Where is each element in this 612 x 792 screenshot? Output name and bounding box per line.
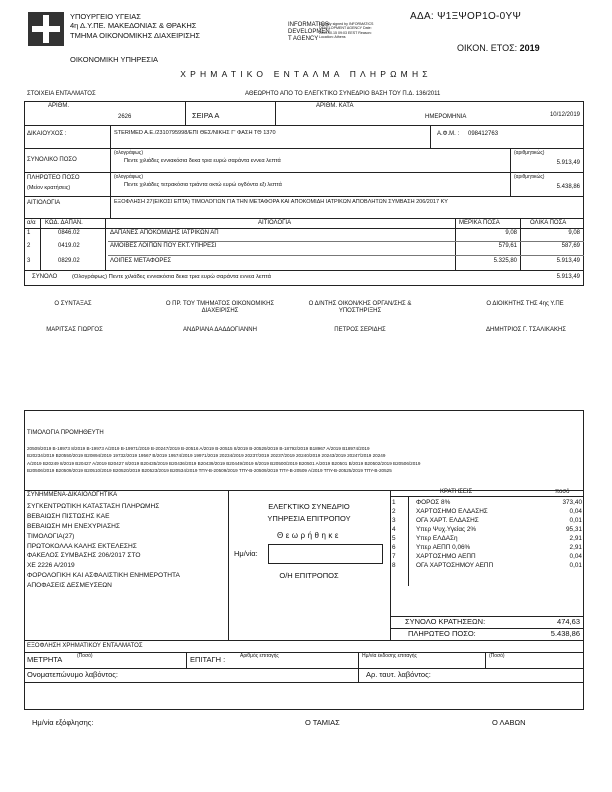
ministry-line: 4η Δ.Υ.ΠΕ. ΜΑΚΕΔΟΝΙΑΣ & ΘΡΑΚΗΣ (70, 21, 197, 31)
audit-signer: Ο/Η ΕΠΙΤΡΟΠΟΣ (279, 571, 339, 580)
list-item: ΒΕΒΑΙΩΣΗ ΠΙΣΤΩΣΗΣ ΚΑΕ (27, 512, 110, 520)
check-number-label: Αριθμός επιταγής (240, 653, 279, 659)
pay-sub-label: (Μείον κρατήσεις) (27, 185, 71, 191)
invoices-list (27, 445, 582, 474)
withholdings-total-label: ΣΥΝΟΛΟ ΚΡΑΤΗΣΕΩΝ: (405, 617, 486, 626)
settle-date-label: Ημ/νία εξόφλησης: (32, 718, 94, 727)
col-header-total: ΟΛΙΚΑ ΠΟΣΑ (530, 220, 567, 226)
list-item: 8 ΟΓΑ ΧΑΡΤΟΣΗΜΟΥ ΑΕΠΠ 0,01 (392, 561, 582, 569)
pay-num-label: (αριθμητικώς) (514, 174, 545, 180)
withholdings-list (392, 499, 582, 571)
arith-label: ΑΡΙΘΜ. (48, 103, 70, 109)
audit-date-field[interactable] (268, 544, 383, 564)
arith-value: 2626 (118, 114, 132, 120)
invoice-line: 20509/2019 Β-18973 8/2019 Β-19973 Α/2019 Β-19971/2019 Β-20247/2019 Β-20516 Α/2019 Β-20515 8/2019 Β-20529/2019 Β-18792/2019 Β18967 Α/2019 Β18974/2019 (27, 446, 370, 451)
col-header-partial: ΜΕΡΙΚΑ ΠΟΣΑ (459, 220, 500, 226)
list-item: ΦΟΡΟΛΟΓΙΚΗ ΚΑΙ ΑΣΦΑΛΙΣΤΙΚΗ ΕΝΗΜΕΡΟΤΗΤΑ (27, 572, 180, 580)
dikaiouxos-value: STERIMED A.E./2310795998/ΕΠΙ ΘΕΣ/ΝΙΚΗΣ Γ' ΦΑΣΗ ΤΘ 1370 (114, 130, 276, 136)
list-item: ΒΕΒΑΙΩΣΗ ΜΗ ΕΝΕΧΥΡΙΑΣΗΣ (27, 522, 121, 530)
date-label: ΗΜΕΡΟΜΗΝΙΑ (425, 114, 467, 120)
list-item: 7 ΧΑΡΤΟΣΗΜΟ ΑΕΠΠ 0,04 (392, 552, 582, 560)
row-desc: ΑΜΟΙΒΕΣ ΛΟΙΠΩΝ ΠΟΥ ΕΚΤ.ΥΠΗΡΕΣΙ (110, 243, 217, 249)
pay-words: Πεντε χιλιάδες τετρακόσια τριάντα οκτώ ευρώ ογδόντα εξι λεπτά (124, 182, 282, 188)
sum-label: ΣΥΝΟΛΟ (32, 274, 58, 280)
agency-line: T AGENCY (288, 36, 319, 43)
receiver-label: Ο ΛΑΒΩΝ (492, 718, 526, 727)
sum-value: 5.913,49 (556, 274, 580, 280)
signer-name: ΑΝΔΡΙΑΝΑ ΔΑΔΔΟΓΙΑΝΝΗ (183, 327, 257, 333)
pay-value: 5.438,86 (556, 184, 580, 190)
fiscal-year-value: 2019 (519, 43, 540, 53)
row-number: 2 (27, 243, 31, 249)
col-header-code: ΚΩΔ. ΔΑΠΑΝ. (45, 220, 83, 226)
cash-label: ΜΕΤΡΗΤΑ (27, 655, 63, 664)
cashier-label: Ο ΤΑΜΙΑΣ (305, 718, 340, 727)
row-desc: ΔΑΠΑΝΕΣ ΑΠΟΚΟΜΙΔΗΣ ΙΑΤΡΙΚΩΝ ΑΠ (110, 230, 219, 236)
withholdings-header-amount: ποσό (555, 489, 570, 495)
list-item: ΑΠΟΦΑΣΕΙΣ ΔΕΣΜΕΥΣΕΩΝ (27, 582, 112, 590)
list-item: 6 Υπερ ΑΕΠΠ 0,06% 2,91 (392, 543, 582, 551)
greek-cross-logo (28, 12, 64, 46)
total-words: Πεντε χιλιάδες εννιακόσια δεκα τρια ευρώ σαράντα εννεα λεπτά (124, 158, 281, 164)
documents-list (27, 502, 180, 591)
check-label: ΕΠΙΤΑΓΗ : (190, 655, 226, 664)
list-item: ΣΥΓΚΕΝΤΡΩΤΙΚΗ ΚΑΤΑΣΤΑΣΗ ΠΛΗΡΩΜΗΣ (27, 503, 160, 510)
seira-label: ΣΕΙΡΑ Α (192, 111, 220, 120)
list-item: ΠΡΩΤΟΚΟΛΛΑ ΚΑΛΗΣ ΕΚΤΕΛΕΣΗΣ (27, 542, 137, 550)
digital-signature-note: Digitally signed by INFORMATICS DEVELOPMENT AGENCY Date: 2019.10.15 09:03 EEST Reason: Location: Athens (319, 22, 374, 40)
aitiologia-value: ΕΞΟΦΛΗΣΗ 27(ΕΙΚΟΣΙ ΕΠΤΑ) ΤΙΜΟΛΟΓΙΩΝ ΓΙΑ ΤΗΝ ΜΕΤΑΦΟΡΑ ΚΑΙ ΑΠΟΚΟΜΙΔΗ ΙΑΤΡΙΚΩΝ ΑΠΟΒΛΗΤΩΝ ΣΥΜΒΑΣΗ 206/2017 ΚΥ (114, 199, 448, 205)
ada-code: ΑΔΑ: Ψ1ΞΨΟΡ1Ο-0ΥΨ (410, 11, 522, 22)
invoice-line: Α/2019 Β20249 8/2019 Β20427 Α/2019 Β20427 8/2019 Β20435/2019 Β20436/2019 Β20439/2019 Β20449/2019 8/2019 Β20500/2019 Β20501 Α/2019 Β20501 Β/2019 Β20502/2019 Β20506/2019 (27, 460, 421, 466)
pay-words-prefix: (ολογράφως) (114, 174, 144, 180)
list-item: 1 ΦΟΡΟΣ 8% 373,40 (392, 499, 582, 506)
row-code: 0419.02 (58, 243, 80, 249)
total-num-label: (αριθμητικώς) (514, 150, 545, 156)
documents-heading: ΣΥΝΗΜΜΕΝΑ-ΔΙΚΑΙΟΛΟΓΗΤΙΚΑ (27, 492, 118, 498)
list-item: ΤΙΜΟΛΟΓΙΑ(27) (27, 532, 75, 540)
fiscal-year-label: ΟΙΚΟΝ. ΕΤΟΣ: (457, 43, 518, 53)
signer-name: ΠΕΤΡΟΣ ΣΕΡΙΔΗΣ (334, 327, 386, 333)
signer-name: ΔΗΜΗΤΡΙΟΣ Γ. ΤΣΑΛΙΚΑΚΗΣ (485, 327, 567, 333)
row-partial: 5.325,80 (493, 258, 517, 264)
row-partial: 9,08 (505, 230, 517, 236)
invoice-line: Β20234/2019 Β20550/2019 Β20894/2019 19732/2019 19567 Β/2019 19574/2019 19971/2019 20234/2019 20237/2019 20237/2019 20240/2019 20243/2019 20247/2019 20249 (27, 453, 386, 459)
list-item: ΧΕ 2226 Α/2019 (27, 562, 75, 570)
row-total: 5.913,49 (556, 258, 580, 264)
role-governor: Ο ΔΙΟΙΚΗΤΗΣ ΤΗΣ 4ης Υ.ΠΕ (486, 301, 564, 307)
afm-value: 098412763 (468, 131, 499, 137)
receiver-name-label: Ονοματεπώνυμο λαβόντος: (27, 670, 119, 679)
signer-name: ΜΑΡΙΤΣΑΣ ΓΙΩΡΓΟΣ (46, 327, 103, 333)
role-director: Ο Δ/ΝΤΗΣ ΟΙΚΟΝ/ΚΗΣ ΟΡΓΑΝ/ΣΗΣ & ΥΠΟΣΤΗΡΙΞΗΣ (308, 301, 412, 314)
document-title: ΧΡΗΜΑΤΙΚΟ ΕΝΤΑΛΜΑ ΠΛΗΡΩΜΗΣ (180, 69, 432, 79)
invoices-label: ΤΙΜΟΛΟΓΙΑ ΠΡΟΜΗΘΕΥΤΗ (27, 430, 104, 436)
list-item: 5 Υπερ ΕΛΔΑΣη 2,91 (392, 534, 582, 542)
service-name: ΟΙΚΟΝΟΜΙΚΗ ΥΠΗΡΕΣΙΑ (70, 55, 159, 64)
withholdings-total-value: 474,63 (557, 617, 580, 626)
pay-label: ΠΛΗΡΩΤΕΟ ΠΟΣΟ (27, 175, 80, 181)
invoice-line: Β20506/2019 Β20509/2019 Β20510/2019 Β20520/2019 Β20523/2019 Β20534/2019 ΤΠΥ-Β-20509/2019 ΤΠΥ-Β-20509/2019 ΤΠΥ-Β-20509 Α/2019 ΤΠΥ-Β-20525/2019 ΤΠΥ-Β-20525 (27, 468, 392, 474)
ministry-line: ΤΜΗΜΑ ΟΙΚΟΝΟΜΙΚΗΣ ΔΙΑΧΕΙΡΙΣΗΣ (70, 30, 200, 40)
list-item: 3 ΟΓΑ ΧΑΡΤ. ΕΛΔΑΣΗΣ 0,01 (392, 516, 582, 524)
check-date-label: Ημ/νία έκδοσης επιταγής (362, 653, 417, 659)
total-value: 5.913,49 (556, 160, 580, 166)
total-words-prefix: (ολογράφως) (114, 150, 144, 156)
subheader-right: ΑΘΕΩΡΗΤΟ ΑΠΟ ΤΟ ΕΛΕΓΚΤΙΚΟ ΣΥΝΕΔΡΙΟ ΒΑΣΗ ΤΟΥ Π.Δ. 136/2011 (245, 91, 441, 97)
sum-words: (Ολογράφως) Πεντε χιλιάδες εννιακόσια δεκα τρια ευρώ σαράντα εννεα λεπτά (72, 274, 272, 280)
row-number: 3 (27, 258, 31, 264)
agency-line: DEVELOPMEN (288, 29, 330, 36)
fiscal-year (457, 43, 540, 53)
col-header-aa: α/α (27, 220, 36, 226)
receiver-id-label: Αρ. ταυτ. λαβόντος: (366, 670, 431, 679)
check-amount-label: (Ποσό) (489, 653, 505, 659)
date-value: 10/12/2019 (549, 112, 580, 118)
cash-amount-label: (Ποσό) (77, 653, 93, 659)
withholdings-header-label: ΚΡΑΤΗΣΕΙΣ (440, 489, 473, 495)
row-number: 1 (27, 230, 31, 236)
ministry-line: ΥΠΟΥΡΓΕΙΟ ΥΓΕΙΑΣ (70, 12, 141, 21)
total-label: ΣΥΝΟΛΙΚΟ ΠΟΣΟ (27, 157, 77, 163)
audit-service-line: ΥΠΗΡΕΣΙΑ ΕΠΙΤΡΟΠΟΥ (267, 514, 351, 523)
row-code: 0846.02 (58, 230, 80, 236)
aitiologia-label: ΑΙΤΙΟΛΟΓΙΑ (27, 200, 61, 206)
row-code: 0829.02 (58, 258, 80, 264)
payable-value: 5.438,86 (550, 629, 580, 638)
role-dept-head: Ο ΠΡ. ΤΟΥ ΤΜΗΜΑΤΟΣ ΟΙΚΟΝΟΜΙΚΗΣ ΔΙΑΧΕΙΡΙΣΗΣ (165, 301, 275, 314)
list-item: ΦΑΚΕΛΟΣ ΣΥΜΒΑΣΗΣ 206/2017 ΣΤΟ (27, 552, 141, 560)
audit-seen: Θεωρήθηκε (277, 531, 341, 540)
list-item: 2 ΧΑΡΤΟΣΗΜΟ ΕΛΔΑΣΗΣ 0,04 (392, 507, 582, 515)
dikaiouxos-label: ΔΙΚΑΙΟΥΧΟΣ : (27, 131, 67, 137)
audit-court-line: ΕΛΕΓΚΤΙΚΟ ΣΥΝΕΔΡΙΟ (268, 502, 350, 511)
arith-kata-label: ΑΡΙΘΜ. ΚΑΤΑ (316, 103, 354, 109)
col-header-desc: ΑΙΤΙΟΛΟΓΙΑ (258, 220, 292, 226)
role-syntaxas: Ο ΣΥΝΤΑΞΑΣ (54, 301, 92, 307)
row-partial: 579,61 (498, 243, 517, 249)
payable-label: ΠΛΗΡΩΤΕΟ ΠΟΣΟ: (408, 629, 476, 638)
row-desc: ΛΟΙΠΕΣ ΜΕΤΑΦΟΡΕΣ (110, 258, 172, 264)
row-total: 587,69 (561, 243, 580, 249)
afm-label: Α.Φ.Μ. : (437, 131, 460, 137)
subheader-left: ΣΤΟΙΧΕΙΑ ΕΝΤΑΛΜΑΤΟΣ (27, 91, 96, 97)
list-item: 4 Υπερ Ψυχ.Υγείας 2% 95,31 (392, 525, 582, 533)
agency-line: INFORMATICS (288, 22, 329, 28)
settle-label: ΕΞΟΦΛΗΣΗ ΧΡΗΜΑΤΙΚΟΥ ΕΝΤΑΛΜΑΤΟΣ (27, 643, 143, 649)
audit-date-label: Ημ/νία: (234, 549, 258, 558)
ministry-block (70, 12, 200, 40)
row-total: 9,08 (568, 230, 580, 236)
